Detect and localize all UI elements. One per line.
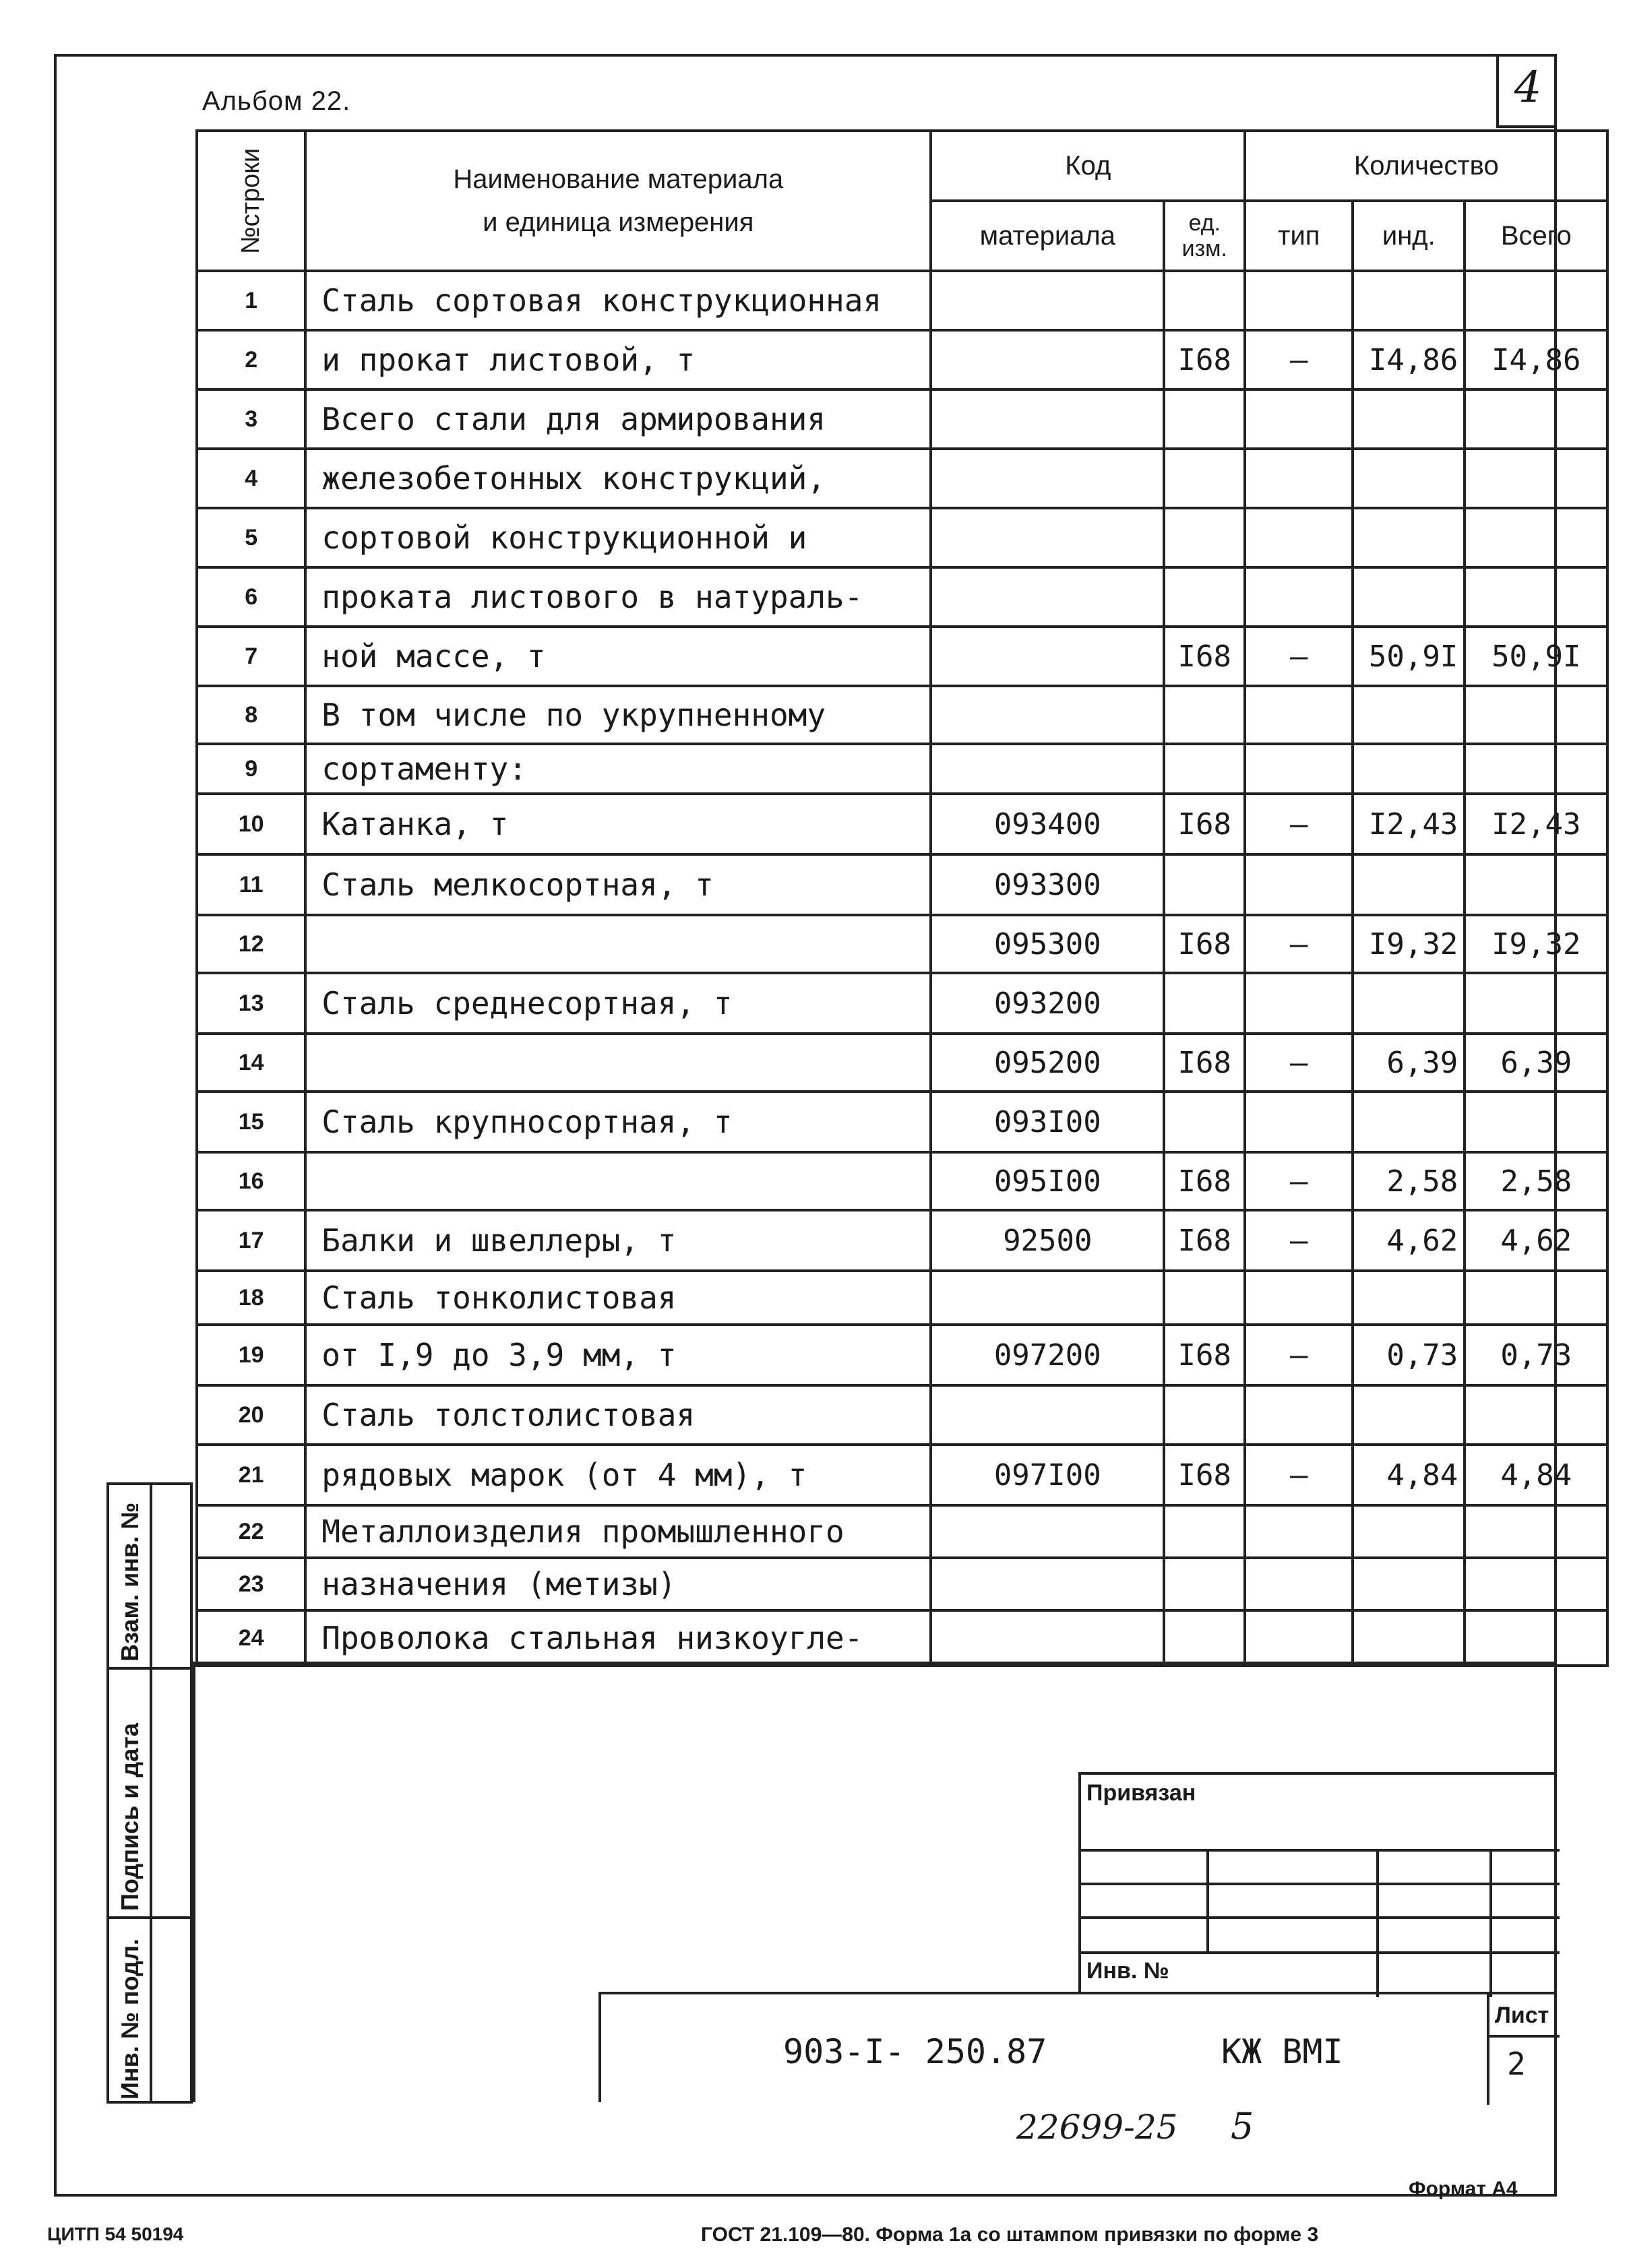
total-header: Всего [1465,201,1607,271]
sheet-number: 2 [1507,2046,1526,2082]
total-value [1465,1505,1607,1558]
material-name: назначения (метизы) [305,1558,931,1610]
row-number: 14 [197,1034,305,1092]
table-row [197,1092,1607,1152]
type-value [1245,1558,1353,1610]
material-code: 92500 [931,1210,1164,1271]
unit-code: I68 [1164,915,1245,973]
material-header: материала [931,201,1164,271]
ind-value [1353,449,1465,508]
table-row [197,1152,1607,1210]
material-code: 095I00 [931,1152,1164,1210]
unit-code [1164,1505,1245,1558]
table-row [197,330,1607,389]
total-value [1465,508,1607,567]
row-number: 5 [197,508,305,567]
total-value [1465,1271,1607,1325]
type-value [1245,1505,1353,1558]
material-name: Катанка, т [305,794,931,854]
material-name: и прокат листовой, т [305,330,931,389]
ind-value [1353,508,1465,567]
row-number: 9 [197,744,305,794]
table-row [197,915,1607,973]
row-number: 19 [197,1325,305,1385]
material-name: Сталь мелкосортная, т [305,854,931,915]
table-row [197,271,1607,330]
type-value: – [1245,1152,1353,1210]
footer-left: ЦИТП 54 50194 [47,2224,184,2244]
material-name: рядовых марок (от 4 мм), т [305,1445,931,1505]
ind-value [1353,567,1465,627]
type-value [1245,449,1353,508]
material-name: Всего стали для армирования [305,389,931,449]
row-number: 6 [197,567,305,627]
total-value: 4,62 [1465,1210,1607,1271]
material-name: Балки и швеллеры, т [305,1210,931,1271]
type-value [1245,389,1353,449]
type-value [1245,973,1353,1034]
ind-value [1353,854,1465,915]
total-value [1465,449,1607,508]
type-value [1245,271,1353,330]
unit-code [1164,567,1245,627]
row-number: 18 [197,1271,305,1325]
unit-header: ед. изм. [1164,201,1245,271]
table-row [197,1610,1607,1666]
material-code [931,449,1164,508]
row-number: 13 [197,973,305,1034]
material-code [931,1385,1164,1445]
row-number: 17 [197,1210,305,1271]
replace-inv-label: Взам. инв. № [116,1502,144,1662]
material-code: 093200 [931,973,1164,1034]
type-value: – [1245,1034,1353,1092]
type-value: – [1245,1210,1353,1271]
material-code: 093I00 [931,1092,1164,1152]
material-code [931,1610,1164,1666]
material-code [931,1558,1164,1610]
ind-value [1353,389,1465,449]
row-number: 20 [197,1385,305,1445]
type-value [1245,1610,1353,1666]
attachment-stamp [1078,1772,1557,1994]
ind-value: I9,32 [1353,915,1465,973]
type-value [1245,1385,1353,1445]
sidebar-stamp [106,1482,193,2104]
material-code [931,330,1164,389]
unit-code [1164,271,1245,330]
handwritten-number: 22699-25 [1016,2108,1178,2147]
total-value: 2,58 [1465,1152,1607,1210]
material-name: Сталь крупносортная, т [305,1092,931,1152]
total-value: 6,39 [1465,1034,1607,1092]
type-value: – [1245,330,1353,389]
material-code [931,1271,1164,1325]
row-number: 10 [197,794,305,854]
attached-label: Привязан [1086,1780,1196,1806]
material-code [931,389,1164,449]
total-value: I4,86 [1465,330,1607,389]
material-name: сортаменту: [305,744,931,794]
unit-code: I68 [1164,1445,1245,1505]
material-name [305,1152,931,1210]
row-number-header: №строки [197,131,305,271]
table-row [197,449,1607,508]
type-value: – [1245,1325,1353,1385]
table-row [197,1034,1607,1092]
material-name: Сталь толстолистовая [305,1385,931,1445]
type-value [1245,1271,1353,1325]
total-value: 0,73 [1465,1325,1607,1385]
ind-value [1353,271,1465,330]
format-label: Формат А4 [1409,2178,1518,2200]
type-value [1245,686,1353,744]
sheet-label: Лист [1495,2003,1549,2028]
table-row [197,1325,1607,1385]
total-value [1465,271,1607,330]
ind-value: 4,84 [1353,1445,1465,1505]
code-header: Код [931,131,1245,201]
type-header: тип [1245,201,1353,271]
type-value [1245,1092,1353,1152]
ind-value [1353,1610,1465,1666]
ind-value: 0,73 [1353,1325,1465,1385]
album-label: Альбом 22. [202,86,351,116]
table-row [197,508,1607,567]
material-code: 093300 [931,854,1164,915]
row-number: 24 [197,1610,305,1666]
material-code [931,508,1164,567]
total-value: I9,32 [1465,915,1607,973]
material-name [305,915,931,973]
type-value: – [1245,1445,1353,1505]
material-name [305,1034,931,1092]
table-row [197,686,1607,744]
type-value [1245,744,1353,794]
total-value [1465,854,1607,915]
type-value [1245,567,1353,627]
unit-code [1164,1092,1245,1152]
unit-code: I68 [1164,1152,1245,1210]
unit-code [1164,686,1245,744]
footer-right: ГОСТ 21.109—80. Форма 1а со штампом привязки по форме 3 [701,2224,1319,2246]
unit-code [1164,1385,1245,1445]
material-name: проката листового в натураль- [305,567,931,627]
total-value [1465,1558,1607,1610]
row-number: 8 [197,686,305,744]
row-number: 23 [197,1558,305,1610]
table-row [197,794,1607,854]
unit-code [1164,1610,1245,1666]
material-code [931,1505,1164,1558]
row-number: 11 [197,854,305,915]
type-value [1245,508,1353,567]
table-row [197,1505,1607,1558]
material-code: 093400 [931,794,1164,854]
total-value: I2,43 [1465,794,1607,854]
unit-code: I68 [1164,1034,1245,1092]
total-value [1465,686,1607,744]
unit-code [1164,1271,1245,1325]
total-value [1465,1610,1607,1666]
unit-code [1164,389,1245,449]
material-name: Проволока стальная низкоугле- [305,1610,931,1666]
table-row [197,973,1607,1034]
ind-value: 50,9I [1353,627,1465,686]
total-value [1465,744,1607,794]
row-number: 4 [197,449,305,508]
row-number: 7 [197,627,305,686]
ind-value: 4,62 [1353,1210,1465,1271]
total-value: 4,84 [1465,1445,1607,1505]
unit-code [1164,449,1245,508]
page-number: 4 [1496,54,1557,128]
unit-code: I68 [1164,794,1245,854]
total-value: 50,9I [1465,627,1607,686]
type-value [1245,854,1353,915]
ind-value [1353,1558,1465,1610]
row-number: 22 [197,1505,305,1558]
unit-code [1164,1558,1245,1610]
table-row [197,567,1607,627]
type-value: – [1245,915,1353,973]
table-row [197,389,1607,449]
ind-value [1353,744,1465,794]
row-number: 21 [197,1445,305,1505]
inv-no-label: Инв. № [1086,1958,1169,1984]
material-name: Сталь среднесортная, т [305,973,931,1034]
material-name: Сталь сортовая конструкционная [305,271,931,330]
material-code [931,567,1164,627]
document-mark: КЖ ВМI [1221,2032,1343,2071]
material-name: В том числе по укрупненному [305,686,931,744]
row-number: 1 [197,271,305,330]
table-row [197,627,1607,686]
name-header: Наименование материала и единица измерения [305,131,931,271]
ind-value [1353,1505,1465,1558]
row-number: 2 [197,330,305,389]
unit-code: I68 [1164,1325,1245,1385]
materials-table [195,129,1609,1667]
material-code [931,271,1164,330]
material-code: 095300 [931,915,1164,973]
material-name: железобетонных конструкций, [305,449,931,508]
material-name: ной массе, т [305,627,931,686]
table-row [197,1385,1607,1445]
ind-value [1353,973,1465,1034]
unit-code: I68 [1164,627,1245,686]
ind-value [1353,686,1465,744]
total-value [1465,1092,1607,1152]
ind-value [1353,1271,1465,1325]
table-row [197,1445,1607,1505]
total-value [1465,567,1607,627]
row-number: 3 [197,389,305,449]
row-number: 15 [197,1092,305,1152]
signature-date-label: Подпись и дата [116,1723,144,1911]
unit-code [1164,973,1245,1034]
title-block [598,1992,1557,2102]
ind-value [1353,1385,1465,1445]
ind-value [1353,1092,1465,1152]
type-value: – [1245,794,1353,854]
quantity-header: Количество [1245,131,1607,201]
ind-value: 6,39 [1353,1034,1465,1092]
material-name: сортовой конструкционной и [305,508,931,567]
table-row [197,1558,1607,1610]
total-value [1465,389,1607,449]
material-code: 097200 [931,1325,1164,1385]
material-code: 097I00 [931,1445,1164,1505]
ind-header: инд. [1353,201,1465,271]
unit-code [1164,854,1245,915]
unit-code [1164,508,1245,567]
material-name: Металлоизделия промышленного [305,1505,931,1558]
material-code [931,744,1164,794]
table-row [197,1210,1607,1271]
row-number: 12 [197,915,305,973]
table-row [197,1271,1607,1325]
table-row [197,744,1607,794]
ind-value: I4,86 [1353,330,1465,389]
total-value [1465,1385,1607,1445]
total-value [1465,973,1607,1034]
ind-value: 2,58 [1353,1152,1465,1210]
material-name: Сталь тонколистовая [305,1271,931,1325]
type-value: – [1245,627,1353,686]
unit-code [1164,744,1245,794]
material-code [931,686,1164,744]
material-code: 095200 [931,1034,1164,1092]
row-number: 16 [197,1152,305,1210]
inv-original-label: Инв. № подл. [116,1939,144,2100]
handwritten-5: 5 [1231,2105,1254,2147]
material-name: от I,9 до 3,9 мм, т [305,1325,931,1385]
unit-code: I68 [1164,1210,1245,1271]
document-code: 903-I- 250.87 [783,2032,1047,2071]
material-code [931,627,1164,686]
unit-code: I68 [1164,330,1245,389]
table-row [197,854,1607,915]
ind-value: I2,43 [1353,794,1465,854]
